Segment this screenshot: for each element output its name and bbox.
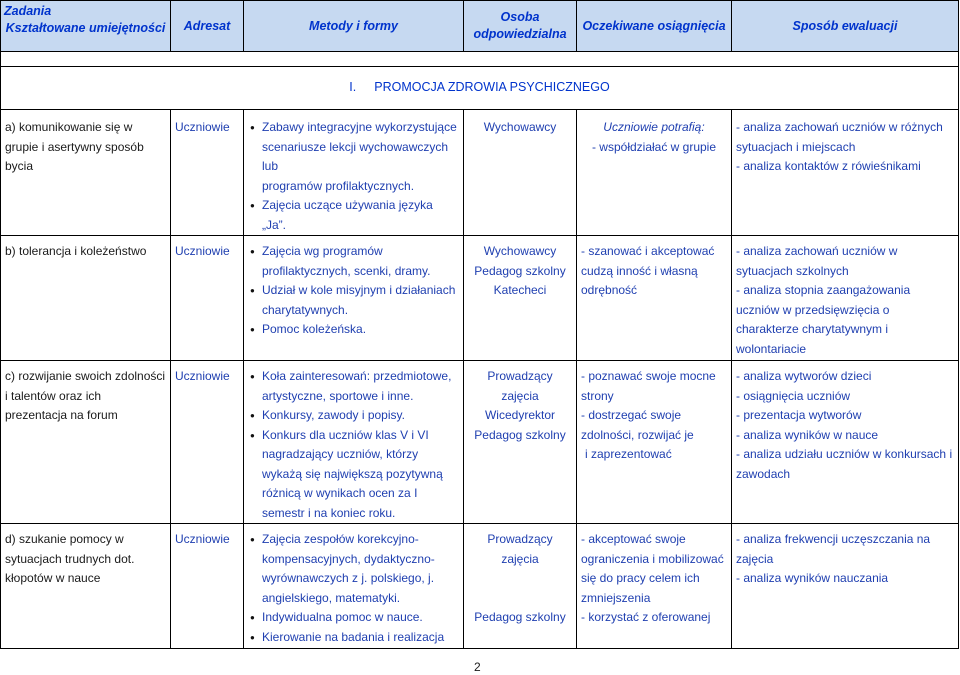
table-row (1, 110, 959, 236)
header-responsible: Osoba odpowiedzialna (464, 1, 577, 52)
responsible-cell (464, 236, 577, 361)
evaluation-cell (732, 110, 959, 236)
evaluation-item: - analiza wyników w nauce (736, 427, 879, 442)
responsible-item: Pedagog szkolny (474, 610, 566, 624)
header-tasks (1, 1, 171, 52)
addressee-cell: Uczniowie (171, 110, 244, 236)
header-skills-label: Kształtowane umiejętności (5, 21, 166, 35)
outcome-item: - korzystać z oferowanej (581, 610, 711, 624)
responsible-item: Wychowawcy (483, 120, 557, 134)
method-item-continued: „Ja”. (262, 217, 286, 232)
method-item: ● Zajęcia zespołów korekcyjno-kompensacyjnych, dydaktyczno-wyrównawczych z j. polskiego, j. angielskiego, matematyki. (262, 530, 459, 608)
header-evaluation: Sposób ewaluacji (732, 1, 959, 52)
outcome-item: - szanować i akceptować cudzą inność i własną odrębność (581, 244, 715, 297)
evaluation-cell (732, 236, 959, 361)
evaluation-item: - analiza frekwencji uczęszczania na zajęcia (736, 532, 931, 566)
responsible-item: Prowadzący zajęcia (487, 369, 553, 403)
table-row (1, 236, 959, 361)
spacer-row (1, 52, 959, 67)
method-item: ● Kierowanie na badania i realizacja (262, 628, 459, 648)
header-tasks-label: Zadania (4, 4, 52, 18)
evaluation-item: - analiza stopnia zaangażowania uczniów w przedsięwzięcia o charakterze charytatywnym i wolontariacie (736, 283, 911, 356)
responsible-item: Prowadzący zajęcia (487, 532, 553, 566)
outcomes-cell (577, 361, 732, 524)
responsible-item: Katecheci (493, 283, 547, 297)
task-cell: d) szukanie pomocy w sytuacjach trudnych dot. kłopotów w nauce (1, 524, 171, 649)
responsible-item: Wicedyrektor (484, 408, 555, 422)
header-outcomes: Oczekiwane osiągnięcia (577, 1, 732, 52)
evaluation-item: - analiza zachowań uczniów w sytuacjach szkolnych (736, 244, 898, 278)
section-number: I. (349, 80, 357, 95)
method-item: ● Zabawy integracyjne wykorzystujące scenariusze lekcji wychowawczych lub (262, 118, 459, 177)
evaluation-item: - osiągnięcia uczniów (736, 388, 851, 403)
method-item: ● Zajęcia uczące używania języka (262, 196, 459, 216)
method-item: ● Udział w kole misyjnym i działaniach charytatywnych. (262, 281, 459, 320)
responsible-item: Wychowawcy (483, 244, 557, 258)
responsible-item: Pedagog szkolny (474, 263, 566, 278)
method-item: ● Koła zainteresowań: przedmiotowe, artystyczne, sportowe i inne. (262, 367, 459, 406)
evaluation-item: - analiza wytworów dzieci (736, 369, 872, 383)
evaluation-item: - analiza udziału uczniów w konkursach i zawodach (736, 447, 953, 481)
method-item: ● Indywidualna pomoc w nauce. (262, 608, 459, 628)
outcomes-title: Uczniowie potrafią: (603, 120, 705, 134)
evaluation-cell (732, 524, 959, 649)
section-row (1, 67, 959, 110)
header-addressee: Adresat (171, 1, 244, 52)
table-row (1, 361, 959, 524)
method-item: ● Konkurs dla uczniów klas V i VI nagradzający uczniów, którzy wykażą się największą pozytywną różnicą w wynikach ocen za I semestr i na koniec roku. (262, 426, 459, 524)
table-row (1, 524, 959, 649)
section-title (1, 67, 959, 110)
outcomes-cell (577, 236, 732, 361)
table-header-row (1, 1, 959, 52)
evaluation-item: - analiza zachowań uczniów w różnych sytuacjach i miejscach (736, 120, 943, 154)
responsible-cell (464, 361, 577, 524)
header-methods: Metody i formy (244, 1, 464, 52)
method-item: ● Konkursy, zawody i popisy. (262, 406, 459, 426)
task-cell: b) tolerancja i koleżeństwo (1, 236, 171, 361)
method-item: ● Pomoc koleżeńska. (262, 320, 459, 340)
methods-cell (244, 361, 464, 524)
section-title-text: PROMOCJA ZDROWIA PSYCHICZNEGO (374, 80, 610, 95)
task-cell: c) rozwijanie swoich zdolności i talentów oraz ich prezentacja na forum (1, 361, 171, 524)
outcome-item: - współdziałać w grupie (591, 139, 717, 154)
evaluation-item: - prezentacja wytworów (736, 408, 862, 422)
outcome-item: i zaprezentować (585, 447, 672, 461)
outcomes-cell (577, 524, 732, 649)
responsible-cell (464, 110, 577, 236)
responsible-cell (464, 524, 577, 649)
addressee-cell: Uczniowie (171, 236, 244, 361)
evaluation-item: - analiza wyników nauczania (736, 571, 889, 585)
methods-cell (244, 110, 464, 236)
addressee-cell: Uczniowie (171, 361, 244, 524)
outcome-item: - dostrzegać swoje zdolności, rozwijać je (581, 408, 694, 442)
methods-cell (244, 524, 464, 649)
evaluation-cell (732, 361, 959, 524)
method-item: ● Zajęcia wg programów profilaktycznych, scenki, dramy. (262, 242, 459, 281)
task-cell: a) komunikowanie się w grupie i asertywny sposób bycia (1, 110, 171, 236)
outcome-item: - akceptować swoje ograniczenia i mobilizować się do pracy celem ich zmniejszenia (581, 532, 724, 605)
method-item-continued: programów profilaktycznych. (262, 178, 415, 193)
methods-cell (244, 236, 464, 361)
addressee-cell: Uczniowie (171, 524, 244, 649)
page-number: 2 (474, 660, 481, 674)
outcome-item: - poznawać swoje mocne strony (581, 369, 716, 403)
evaluation-item: - analiza kontaktów z rówieśnikami (736, 159, 921, 173)
outcomes-cell (577, 110, 732, 236)
responsible-item: Pedagog szkolny (474, 427, 566, 442)
